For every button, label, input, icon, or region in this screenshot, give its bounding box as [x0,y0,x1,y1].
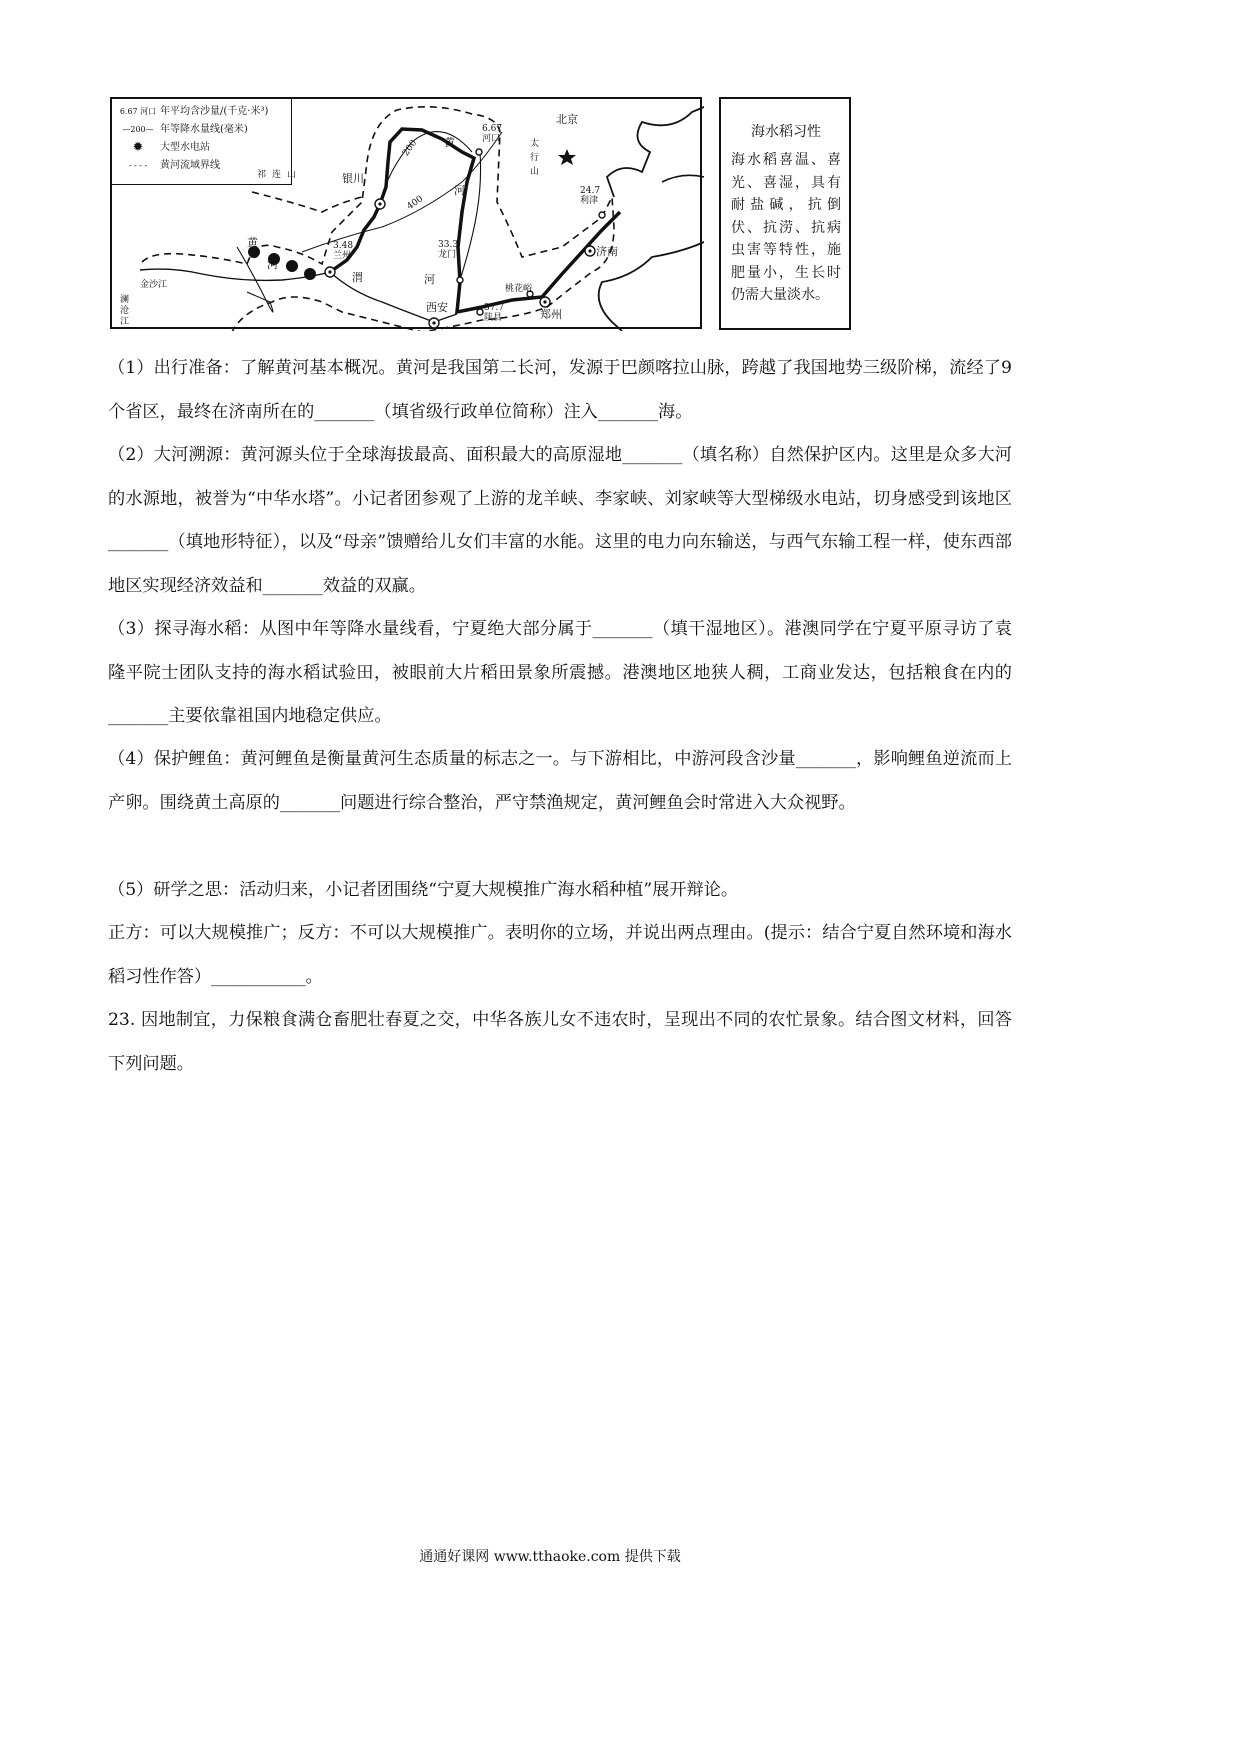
label-lanzhou-value: 3.48 [333,241,354,251]
legend-item-isohyet: —200— 年等降水量线(毫米) [122,124,248,135]
label-huang-north: 黄 [444,136,455,149]
label-lanzhou: 兰州 [333,251,352,261]
label-longmen-value: 33.3 [438,240,459,250]
label-qilian-mountains: 祁连山 [257,170,303,180]
label-yinchuan: 银川 [342,172,364,185]
label-xian: 西安 [426,301,448,314]
question-5: （5）研学之思：活动归来，小记者团围绕“宁夏大规模推广海水稻种植”展开辩论。 [108,880,739,900]
habit-body: 海水稻喜温、喜光、喜湿，具有耐盐碱，抗倒伏、抗涝、抗病虫害等特性，施肥量小，生长时仍需大量淡水。 [731,152,841,303]
label-shanxian: 陕县 [484,313,503,323]
label-he-north: 河 [454,184,465,197]
label-taihang-mountains: 太行山 [530,139,540,177]
label-zhengzhou: 郑州 [540,308,562,321]
label-he-wei: 河 [424,273,435,286]
label-wei: 渭 [352,271,363,284]
legend-item-boundary: - - - - 黄河流域界线 [128,160,220,171]
question-3: （3）探寻海水稻：从图中年等降水量线看，宁夏绝大部分属于_______（填干湿地区）。港澳同学在宁夏平原寻访了袁隆平院士团队支持的海水稻试验田，被眼前大片稻田景象所震撼。港澳地区地狭人稠，工商业发达，包括粮食在内的_______主要依靠祖国内地稳定供应。 [108,619,1012,727]
station-shanxian-marker [477,309,483,315]
label-isohyet-200: 200 [401,138,420,159]
legend-item-hydropower: ✹ 大型水电站 [116,139,291,157]
label-huang-west: 黄 [247,236,258,249]
question-23-intro: 23. 因地制宜，力保粮食满仓畜肥壮春夏之交，中华各族儿女不违农时，呈现出不同的农忙景象。结合图文材料，回答下列问题。 [108,1010,1012,1074]
upper-river-thin [140,269,330,280]
question-2: （2）大河溯源：黄河源头位于全球海拔最高、面积最大的高原湿地_______（填名称）自然保护区内。这里是众多大河的水源地，被誉为“中华水塔”。小记者团参观了上游的龙羊峡、李家峡、刘家峡等大型梯级水电站，切身感受到该地区_______（填地形特征），以及“母亲”馈赠给儿女们丰富的水能。这里的电力向东输送，与西气东输工程一样，使东西部地区实现经济效益和_______效益的双赢。 [108,445,1012,596]
label-shanxian-value: 37.7 [484,303,505,313]
label-hekou: 河口 [482,134,501,144]
label-jinan: 济南 [596,245,618,258]
label-lancang-river: 澜沧江 [120,295,130,327]
hydropower-station-icon [286,260,298,272]
label-lijin: 利津 [580,196,599,206]
question-1: （1）出行准备：了解黄河基本概况。黄河是我国第二长河，发源于巴颜喀拉山脉，跨越了我国地势三级阶梯，流经了9个省区，最终在济南所在的_______（填省级行政单位简称）注入_______海。 [108,358,1012,422]
yellow-river-map [110,97,702,329]
station-lijin-marker [599,212,605,218]
label-isohyet-400: 400 [405,194,426,213]
basin-boundary-north [252,192,362,212]
habit-title: 海水稻习性 [751,124,821,140]
question-4: （4）保护鲤鱼：黄河鲤鱼是衡量黄河生态质量的标志之一。与下游相比，中游河段含沙量_______，影响鲤鱼逆流而上产卵。围绕黄土高原的_______问题进行综合整治，严守禁渔规定，黄河鲤鱼会时常进入大众视野。 [108,749,1012,813]
label-jinsha-river: 金沙江 [140,280,168,290]
city-markers [325,149,605,328]
label-he-west: 河 [267,258,278,271]
beijing-star-icon [558,149,576,165]
label-hekou-value: 6.67 [482,124,503,134]
page-footer: 通通好课网 www.tthaoke.com 提供下载 [419,1549,681,1565]
label-beijing: 北京 [556,113,578,126]
label-taohuayu: 桃花峪 [505,284,533,294]
label-longmen: 龙门 [438,250,457,260]
label-lijin-value: 24.7 [580,186,601,196]
station-hekou-marker [476,149,482,155]
hydropower-station-icon [304,268,316,280]
hydropower-station-icon: ✹ [132,140,144,155]
legend-item-sediment: 6.67 河口 年平均含沙量/(千克·米³) [119,106,269,117]
question-5-prompt: 正方：可以大规模推广；反方：不可以大规模推广。表明你的立场，并说出两点理由。(提示：结合宁夏自然环境和海水稻习性作答）___________。 [108,923,1012,987]
sea-rice-habit-box [719,97,851,330]
station-longmen-marker [457,277,463,283]
coastline-liaodong [662,175,704,182]
